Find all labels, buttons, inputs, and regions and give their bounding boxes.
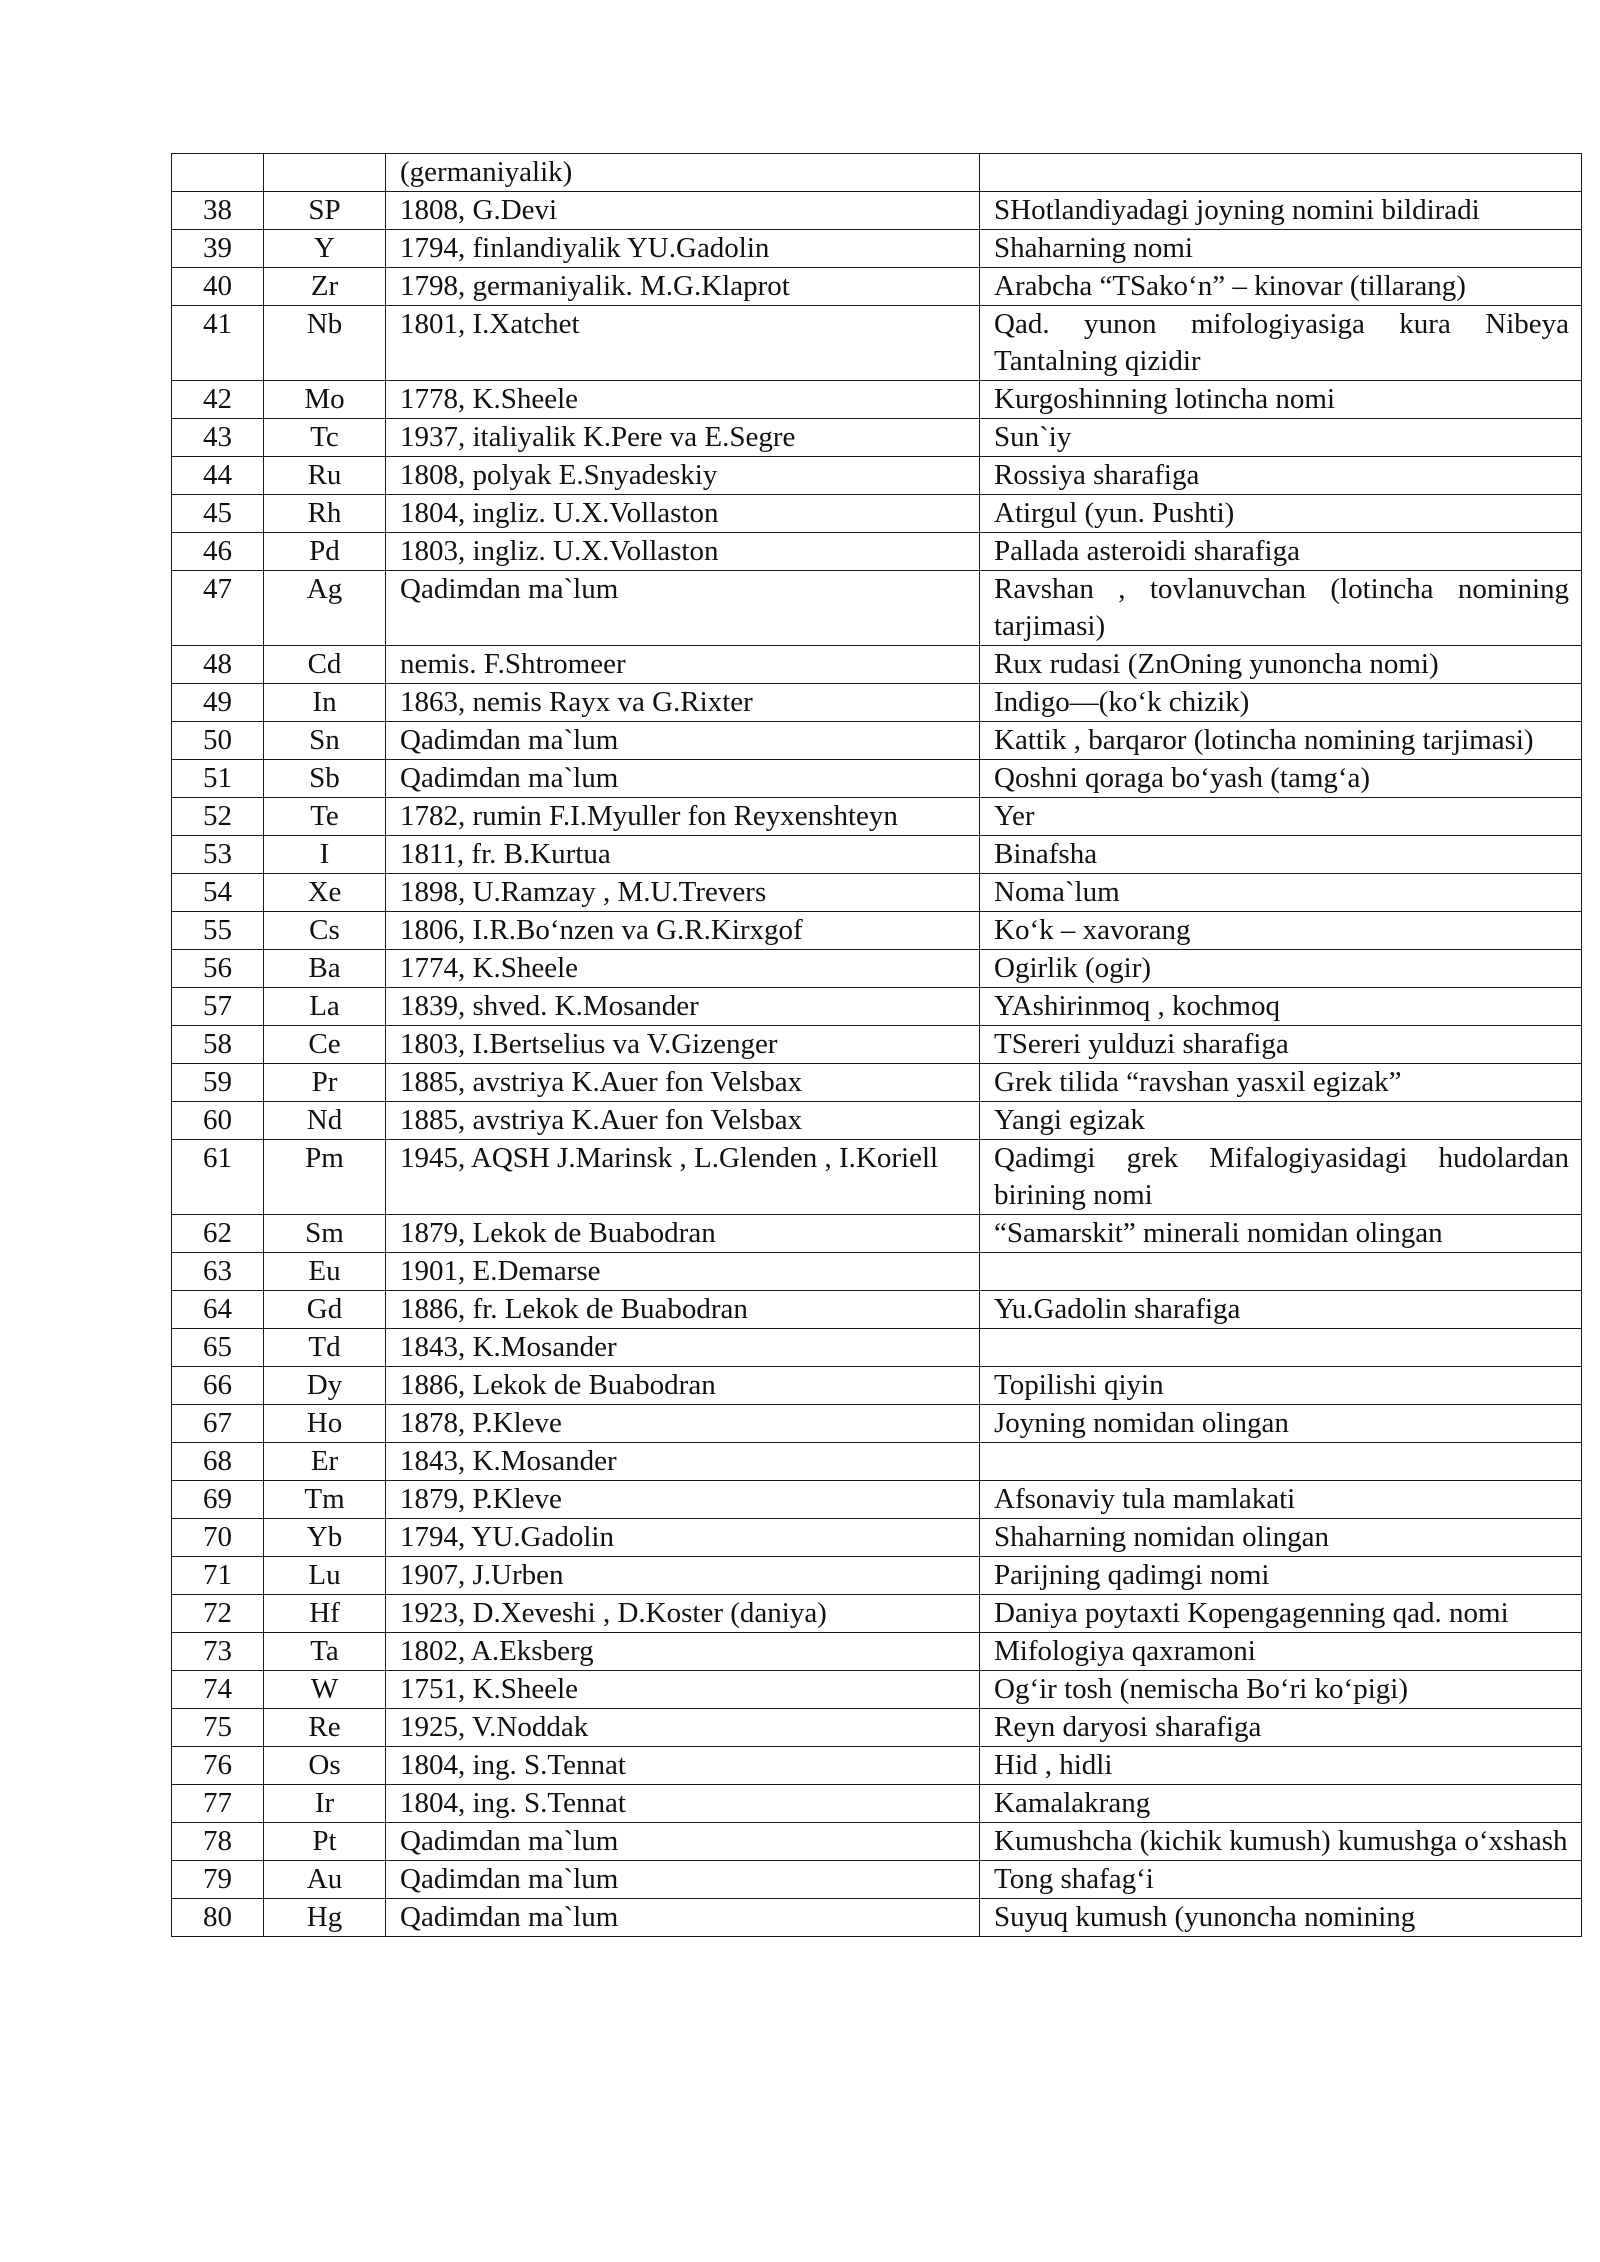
element-symbol-cell: Tc bbox=[264, 419, 386, 457]
table-row bbox=[172, 1026, 1582, 1064]
element-number-cell: 44 bbox=[172, 457, 264, 495]
discovery-info-cell: 1794, finlandiyalik YU.Gadolin bbox=[386, 230, 980, 268]
element-symbol-cell: Pt bbox=[264, 1823, 386, 1861]
element-number-cell: 75 bbox=[172, 1709, 264, 1747]
name-origin-cell: Atirgul (yun. Pushti) bbox=[980, 495, 1582, 533]
element-number-cell: 72 bbox=[172, 1595, 264, 1633]
discovery-info-cell: 1937, italiyalik K.Pere va E.Segre bbox=[386, 419, 980, 457]
discovery-info-cell: (germaniyalik) bbox=[386, 154, 980, 192]
discovery-info-cell: 1879, Lekok de Buabodran bbox=[386, 1215, 980, 1253]
table-row bbox=[172, 419, 1582, 457]
table-row bbox=[172, 533, 1582, 571]
element-number-cell: 38 bbox=[172, 192, 264, 230]
discovery-info-cell: 1898, U.Ramzay , M.U.Trevers bbox=[386, 874, 980, 912]
element-number-cell: 53 bbox=[172, 836, 264, 874]
name-origin-cell: Yer bbox=[980, 798, 1582, 836]
name-origin-cell: “Samarskit” minerali nomidan olingan bbox=[980, 1215, 1582, 1253]
table-row bbox=[172, 836, 1582, 874]
discovery-info-cell: Qadimdan ma`lum bbox=[386, 760, 980, 798]
discovery-info-cell: nemis. F.Shtromeer bbox=[386, 646, 980, 684]
element-number-cell: 45 bbox=[172, 495, 264, 533]
element-symbol-cell: Nd bbox=[264, 1102, 386, 1140]
discovery-info-cell: 1901, E.Demarse bbox=[386, 1253, 980, 1291]
table-row bbox=[172, 1785, 1582, 1823]
element-symbol-cell: Td bbox=[264, 1329, 386, 1367]
discovery-info-cell: 1774, K.Sheele bbox=[386, 950, 980, 988]
element-symbol-cell: Au bbox=[264, 1861, 386, 1899]
elements-table-body bbox=[172, 154, 1582, 1937]
name-origin-cell: Ogirlik (ogir) bbox=[980, 950, 1582, 988]
table-row bbox=[172, 798, 1582, 836]
discovery-info-cell: 1907, J.Urben bbox=[386, 1557, 980, 1595]
element-number-cell: 43 bbox=[172, 419, 264, 457]
discovery-info-cell: 1843, K.Mosander bbox=[386, 1329, 980, 1367]
discovery-info-cell: Qadimdan ma`lum bbox=[386, 722, 980, 760]
table-row bbox=[172, 1747, 1582, 1785]
table-row bbox=[172, 1861, 1582, 1899]
element-symbol-cell: Lu bbox=[264, 1557, 386, 1595]
table-row bbox=[172, 381, 1582, 419]
element-symbol-cell: SP bbox=[264, 192, 386, 230]
table-row bbox=[172, 1443, 1582, 1481]
name-origin-cell: Binafsha bbox=[980, 836, 1582, 874]
element-number-cell: 59 bbox=[172, 1064, 264, 1102]
name-origin-cell: Afsonaviy tula mamlakati bbox=[980, 1481, 1582, 1519]
element-number-cell: 66 bbox=[172, 1367, 264, 1405]
name-origin-cell: Kumushcha (kichik kumush) kumushga o‘xshash bbox=[980, 1823, 1582, 1861]
element-symbol-cell: Hg bbox=[264, 1899, 386, 1937]
element-symbol-cell: Ag bbox=[264, 571, 386, 646]
element-number-cell: 73 bbox=[172, 1633, 264, 1671]
name-origin-cell bbox=[980, 1329, 1582, 1367]
element-number-cell: 51 bbox=[172, 760, 264, 798]
table-row bbox=[172, 1329, 1582, 1367]
name-origin-cell: Arabcha “TSako‘n” – kinovar (tillarang) bbox=[980, 268, 1582, 306]
table-row bbox=[172, 1557, 1582, 1595]
name-origin-cell: Ko‘k – xavorang bbox=[980, 912, 1582, 950]
element-symbol-cell: La bbox=[264, 988, 386, 1026]
element-symbol-cell: In bbox=[264, 684, 386, 722]
element-symbol-cell: Ta bbox=[264, 1633, 386, 1671]
discovery-info-cell: 1945, AQSH J.Marinsk , L.Glenden , I.Koriell bbox=[386, 1140, 980, 1215]
table-row bbox=[172, 1595, 1582, 1633]
element-number-cell: 71 bbox=[172, 1557, 264, 1595]
name-origin-cell: Qadimgi grek Mifalogiyasidagi hudolardan birining nomi bbox=[980, 1140, 1582, 1215]
element-symbol-cell: Te bbox=[264, 798, 386, 836]
element-symbol-cell: Y bbox=[264, 230, 386, 268]
element-number-cell: 40 bbox=[172, 268, 264, 306]
name-origin-cell: Sun`iy bbox=[980, 419, 1582, 457]
element-symbol-cell: Nb bbox=[264, 306, 386, 381]
name-origin-cell: Kamalakrang bbox=[980, 1785, 1582, 1823]
element-symbol-cell: Sb bbox=[264, 760, 386, 798]
element-symbol-cell: Cs bbox=[264, 912, 386, 950]
element-symbol-cell: Sm bbox=[264, 1215, 386, 1253]
element-symbol-cell bbox=[264, 154, 386, 192]
name-origin-cell: Parijning qadimgi nomi bbox=[980, 1557, 1582, 1595]
element-number-cell: 55 bbox=[172, 912, 264, 950]
name-origin-cell: Shaharning nomidan olingan bbox=[980, 1519, 1582, 1557]
table-row bbox=[172, 1519, 1582, 1557]
table-row bbox=[172, 874, 1582, 912]
element-number-cell: 46 bbox=[172, 533, 264, 571]
discovery-info-cell: Qadimdan ma`lum bbox=[386, 1823, 980, 1861]
element-number-cell: 62 bbox=[172, 1215, 264, 1253]
discovery-info-cell: 1804, ing. S.Tennat bbox=[386, 1785, 980, 1823]
element-symbol-cell: Sn bbox=[264, 722, 386, 760]
element-symbol-cell: Os bbox=[264, 1747, 386, 1785]
element-number-cell bbox=[172, 154, 264, 192]
element-number-cell: 61 bbox=[172, 1140, 264, 1215]
name-origin-cell bbox=[980, 1443, 1582, 1481]
name-origin-cell: Shaharning nomi bbox=[980, 230, 1582, 268]
element-symbol-cell: Ho bbox=[264, 1405, 386, 1443]
table-row bbox=[172, 646, 1582, 684]
element-symbol-cell: Yb bbox=[264, 1519, 386, 1557]
element-number-cell: 48 bbox=[172, 646, 264, 684]
element-number-cell: 42 bbox=[172, 381, 264, 419]
discovery-info-cell: 1878, P.Kleve bbox=[386, 1405, 980, 1443]
element-symbol-cell: Ru bbox=[264, 457, 386, 495]
table-row bbox=[172, 1291, 1582, 1329]
element-symbol-cell: Rh bbox=[264, 495, 386, 533]
discovery-info-cell: 1803, I.Bertselius va V.Gizenger bbox=[386, 1026, 980, 1064]
discovery-info-cell: 1923, D.Xeveshi , D.Koster (daniya) bbox=[386, 1595, 980, 1633]
table-row bbox=[172, 722, 1582, 760]
element-number-cell: 57 bbox=[172, 988, 264, 1026]
name-origin-cell: Hid , hidli bbox=[980, 1747, 1582, 1785]
name-origin-cell: YAshirinmoq , kochmoq bbox=[980, 988, 1582, 1026]
name-origin-cell: Qad. yunon mifologiyasiga kura Nibeya Tantalning qizidir bbox=[980, 306, 1582, 381]
table-row bbox=[172, 154, 1582, 192]
name-origin-cell: Og‘ir tosh (nemischa Bo‘ri ko‘pigi) bbox=[980, 1671, 1582, 1709]
table-row bbox=[172, 268, 1582, 306]
discovery-info-cell: 1751, K.Sheele bbox=[386, 1671, 980, 1709]
name-origin-cell: Yu.Gadolin sharafiga bbox=[980, 1291, 1582, 1329]
table-row bbox=[172, 1140, 1582, 1215]
discovery-info-cell: 1843, K.Mosander bbox=[386, 1443, 980, 1481]
table-row bbox=[172, 684, 1582, 722]
element-symbol-cell: Hf bbox=[264, 1595, 386, 1633]
name-origin-cell: Topilishi qiyin bbox=[980, 1367, 1582, 1405]
element-number-cell: 41 bbox=[172, 306, 264, 381]
element-number-cell: 65 bbox=[172, 1329, 264, 1367]
table-row bbox=[172, 1215, 1582, 1253]
table-row bbox=[172, 1671, 1582, 1709]
discovery-info-cell: Qadimdan ma`lum bbox=[386, 571, 980, 646]
table-row bbox=[172, 1899, 1582, 1937]
element-symbol-cell: Cd bbox=[264, 646, 386, 684]
element-number-cell: 58 bbox=[172, 1026, 264, 1064]
element-number-cell: 68 bbox=[172, 1443, 264, 1481]
name-origin-cell: Noma`lum bbox=[980, 874, 1582, 912]
name-origin-cell: Tong shafag‘i bbox=[980, 1861, 1582, 1899]
discovery-info-cell: Qadimdan ma`lum bbox=[386, 1899, 980, 1937]
element-symbol-cell: Xe bbox=[264, 874, 386, 912]
table-row bbox=[172, 192, 1582, 230]
element-number-cell: 60 bbox=[172, 1102, 264, 1140]
discovery-info-cell: 1839, shved. K.Mosander bbox=[386, 988, 980, 1026]
discovery-info-cell: 1794, YU.Gadolin bbox=[386, 1519, 980, 1557]
name-origin-cell bbox=[980, 154, 1582, 192]
element-number-cell: 78 bbox=[172, 1823, 264, 1861]
discovery-info-cell: Qadimdan ma`lum bbox=[386, 1861, 980, 1899]
name-origin-cell: Reyn daryosi sharafiga bbox=[980, 1709, 1582, 1747]
name-origin-cell: Pallada asteroidi sharafiga bbox=[980, 533, 1582, 571]
element-symbol-cell: Ir bbox=[264, 1785, 386, 1823]
element-symbol-cell: Pm bbox=[264, 1140, 386, 1215]
element-number-cell: 69 bbox=[172, 1481, 264, 1519]
element-number-cell: 63 bbox=[172, 1253, 264, 1291]
table-row bbox=[172, 912, 1582, 950]
table-row bbox=[172, 1102, 1582, 1140]
element-number-cell: 79 bbox=[172, 1861, 264, 1899]
element-symbol-cell: W bbox=[264, 1671, 386, 1709]
discovery-info-cell: 1886, fr. Lekok de Buabodran bbox=[386, 1291, 980, 1329]
table-row bbox=[172, 1481, 1582, 1519]
table-row bbox=[172, 306, 1582, 381]
element-symbol-cell: Eu bbox=[264, 1253, 386, 1291]
table-row bbox=[172, 230, 1582, 268]
name-origin-cell: Grek tilida “ravshan yasxil egizak” bbox=[980, 1064, 1582, 1102]
discovery-info-cell: 1778, K.Sheele bbox=[386, 381, 980, 419]
name-origin-cell: Kurgoshinning lotincha nomi bbox=[980, 381, 1582, 419]
name-origin-cell: Rux rudasi (ZnOning yunoncha nomi) bbox=[980, 646, 1582, 684]
discovery-info-cell: 1885, avstriya K.Auer fon Velsbax bbox=[386, 1102, 980, 1140]
discovery-info-cell: 1811, fr. B.Kurtua bbox=[386, 836, 980, 874]
element-symbol-cell: Dy bbox=[264, 1367, 386, 1405]
discovery-info-cell: 1806, I.R.Bo‘nzen va G.R.Kirxgof bbox=[386, 912, 980, 950]
discovery-info-cell: 1798, germaniyalik. M.G.Klaprot bbox=[386, 268, 980, 306]
name-origin-cell: SHotlandiyadagi joyning nomini bildiradi bbox=[980, 192, 1582, 230]
element-symbol-cell: I bbox=[264, 836, 386, 874]
name-origin-cell: Yangi egizak bbox=[980, 1102, 1582, 1140]
name-origin-cell: Ravshan , tovlanuvchan (lotincha nomining tarjimasi) bbox=[980, 571, 1582, 646]
element-number-cell: 67 bbox=[172, 1405, 264, 1443]
element-number-cell: 70 bbox=[172, 1519, 264, 1557]
name-origin-cell: TSereri yulduzi sharafiga bbox=[980, 1026, 1582, 1064]
table-row bbox=[172, 1405, 1582, 1443]
name-origin-cell: Rossiya sharafiga bbox=[980, 457, 1582, 495]
discovery-info-cell: 1885, avstriya K.Auer fon Velsbax bbox=[386, 1064, 980, 1102]
element-number-cell: 76 bbox=[172, 1747, 264, 1785]
element-symbol-cell: Gd bbox=[264, 1291, 386, 1329]
element-number-cell: 47 bbox=[172, 571, 264, 646]
element-symbol-cell: Pr bbox=[264, 1064, 386, 1102]
name-origin-cell: Mifologiya qaxramoni bbox=[980, 1633, 1582, 1671]
elements-table bbox=[171, 153, 1582, 1937]
discovery-info-cell: 1879, P.Kleve bbox=[386, 1481, 980, 1519]
table-row bbox=[172, 495, 1582, 533]
element-number-cell: 50 bbox=[172, 722, 264, 760]
element-symbol-cell: Mo bbox=[264, 381, 386, 419]
element-symbol-cell: Re bbox=[264, 1709, 386, 1747]
name-origin-cell: Qoshni qoraga bo‘yash (tamg‘a) bbox=[980, 760, 1582, 798]
element-number-cell: 80 bbox=[172, 1899, 264, 1937]
table-row bbox=[172, 1253, 1582, 1291]
element-symbol-cell: Tm bbox=[264, 1481, 386, 1519]
element-symbol-cell: Er bbox=[264, 1443, 386, 1481]
discovery-info-cell: 1808, G.Devi bbox=[386, 192, 980, 230]
table-row bbox=[172, 1633, 1582, 1671]
name-origin-cell: Joyning nomidan olingan bbox=[980, 1405, 1582, 1443]
element-number-cell: 64 bbox=[172, 1291, 264, 1329]
table-row bbox=[172, 1367, 1582, 1405]
discovery-info-cell: 1863, nemis Rayx va G.Rixter bbox=[386, 684, 980, 722]
element-symbol-cell: Ce bbox=[264, 1026, 386, 1064]
element-number-cell: 56 bbox=[172, 950, 264, 988]
name-origin-cell: Daniya poytaxti Kopengagenning qad. nomi bbox=[980, 1595, 1582, 1633]
discovery-info-cell: 1808, polyak E.Snyadeskiy bbox=[386, 457, 980, 495]
discovery-info-cell: 1802, A.Eksberg bbox=[386, 1633, 980, 1671]
discovery-info-cell: 1801, I.Xatchet bbox=[386, 306, 980, 381]
name-origin-cell bbox=[980, 1253, 1582, 1291]
discovery-info-cell: 1782, rumin F.I.Myuller fon Reyxenshteyn bbox=[386, 798, 980, 836]
table-row bbox=[172, 457, 1582, 495]
discovery-info-cell: 1803, ingliz. U.X.Vollaston bbox=[386, 533, 980, 571]
element-number-cell: 74 bbox=[172, 1671, 264, 1709]
discovery-info-cell: 1925, V.Noddak bbox=[386, 1709, 980, 1747]
element-symbol-cell: Ba bbox=[264, 950, 386, 988]
discovery-info-cell: 1804, ingliz. U.X.Vollaston bbox=[386, 495, 980, 533]
table-row bbox=[172, 988, 1582, 1026]
table-row bbox=[172, 571, 1582, 646]
name-origin-cell: Suyuq kumush (yunoncha nomining bbox=[980, 1899, 1582, 1937]
discovery-info-cell: 1804, ing. S.Tennat bbox=[386, 1747, 980, 1785]
table-row bbox=[172, 1064, 1582, 1102]
element-number-cell: 39 bbox=[172, 230, 264, 268]
table-row bbox=[172, 1823, 1582, 1861]
element-symbol-cell: Zr bbox=[264, 268, 386, 306]
name-origin-cell: Kattik , barqaror (lotincha nomining tarjimasi) bbox=[980, 722, 1582, 760]
element-number-cell: 54 bbox=[172, 874, 264, 912]
discovery-info-cell: 1886, Lekok de Buabodran bbox=[386, 1367, 980, 1405]
element-symbol-cell: Pd bbox=[264, 533, 386, 571]
element-number-cell: 77 bbox=[172, 1785, 264, 1823]
table-row bbox=[172, 950, 1582, 988]
table-row bbox=[172, 1709, 1582, 1747]
element-number-cell: 52 bbox=[172, 798, 264, 836]
name-origin-cell: Indigo—(ko‘k chizik) bbox=[980, 684, 1582, 722]
element-number-cell: 49 bbox=[172, 684, 264, 722]
table-row bbox=[172, 760, 1582, 798]
